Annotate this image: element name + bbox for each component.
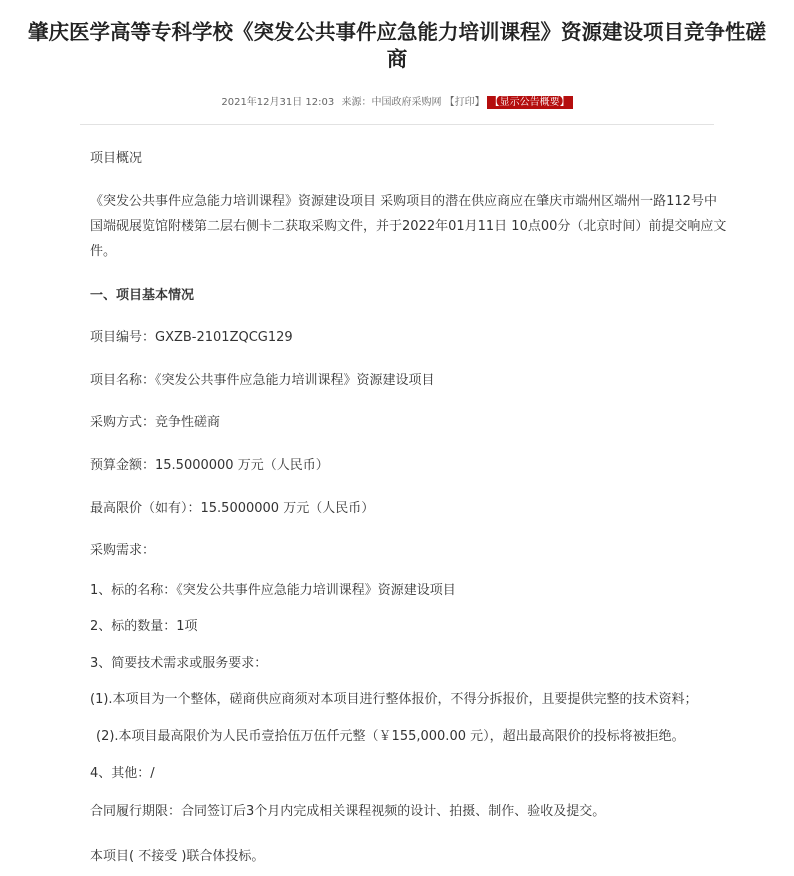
source-label: 来源： xyxy=(341,97,372,108)
project-name: 项目名称：《突发公共事件应急能力培训课程》资源建设项目 xyxy=(90,373,435,388)
article-meta xyxy=(0,96,794,110)
requirements-heading: 采购需求： xyxy=(90,543,156,558)
page-title-line-1: 肇庆医学高等专科学校《突发公共事件应急能力培训课程》资源建设项目竞争性磋 xyxy=(28,20,766,44)
overview-text-line-3: 件。 xyxy=(90,244,117,259)
budget-amount: 预算金额：15.5000000 万元（人民币） xyxy=(90,458,329,473)
requirement-item-3-2: (2).本项目最高限价为人民币壹拾伍万伍仟元整（￥155,000.00 元），超出最高限价的投标将被拒绝。 xyxy=(96,729,685,744)
overview-text-line-1: 《突发公共事件应急能力培训课程》资源建设项目 采购项目的潜在供应商应在肇庆市端州区端州一路112号中 xyxy=(90,194,717,209)
requirement-item-2: 2、标的数量：1项 xyxy=(90,619,198,634)
publish-date: 2021年12月31日 12:03 xyxy=(221,97,335,108)
requirement-item-3-1: (1).本项目为一个整体，磋商供应商须对本项目进行整体报价，不得分拆报价，且要提供完整的技术资料； xyxy=(90,692,698,707)
page-title-line-2: 商 xyxy=(386,47,408,71)
contract-period: 合同履行期限：合同签订后3个月内完成相关课程视频的设计、拍摄、制作、验收及提交。 xyxy=(90,804,606,819)
requirement-item-3: 3、简要技术需求或服务要求： xyxy=(90,656,268,671)
overview-heading: 项目概况 xyxy=(90,151,143,166)
section-1-heading: 一、项目基本情况 xyxy=(90,288,195,303)
print-link[interactable]: 【打印】 xyxy=(444,97,485,108)
requirement-item-1: 1、标的名称：《突发公共事件应急能力培训课程》资源建设项目 xyxy=(90,583,456,598)
source-name: 中国政府采购网 xyxy=(371,97,442,108)
max-price: 最高限价（如有）：15.5000000 万元（人民币） xyxy=(90,501,375,516)
consortium-note: 本项目( 不接受 )联合体投标。 xyxy=(90,849,265,864)
show-summary-button[interactable]: 【显示公告概要】 xyxy=(487,96,573,109)
project-number: 项目编号：GXZB-2101ZQCG129 xyxy=(90,330,293,345)
divider xyxy=(80,124,714,125)
page-title xyxy=(0,19,794,73)
overview-text-line-2: 国端砚展览馆附楼第二层右侧卡二获取采购文件，并于2022年01月11日 10点00分（北京时间）前提交响应文 xyxy=(90,219,727,234)
procurement-method: 采购方式：竞争性磋商 xyxy=(90,415,221,430)
requirement-item-4: 4、其他：/ xyxy=(90,766,155,781)
